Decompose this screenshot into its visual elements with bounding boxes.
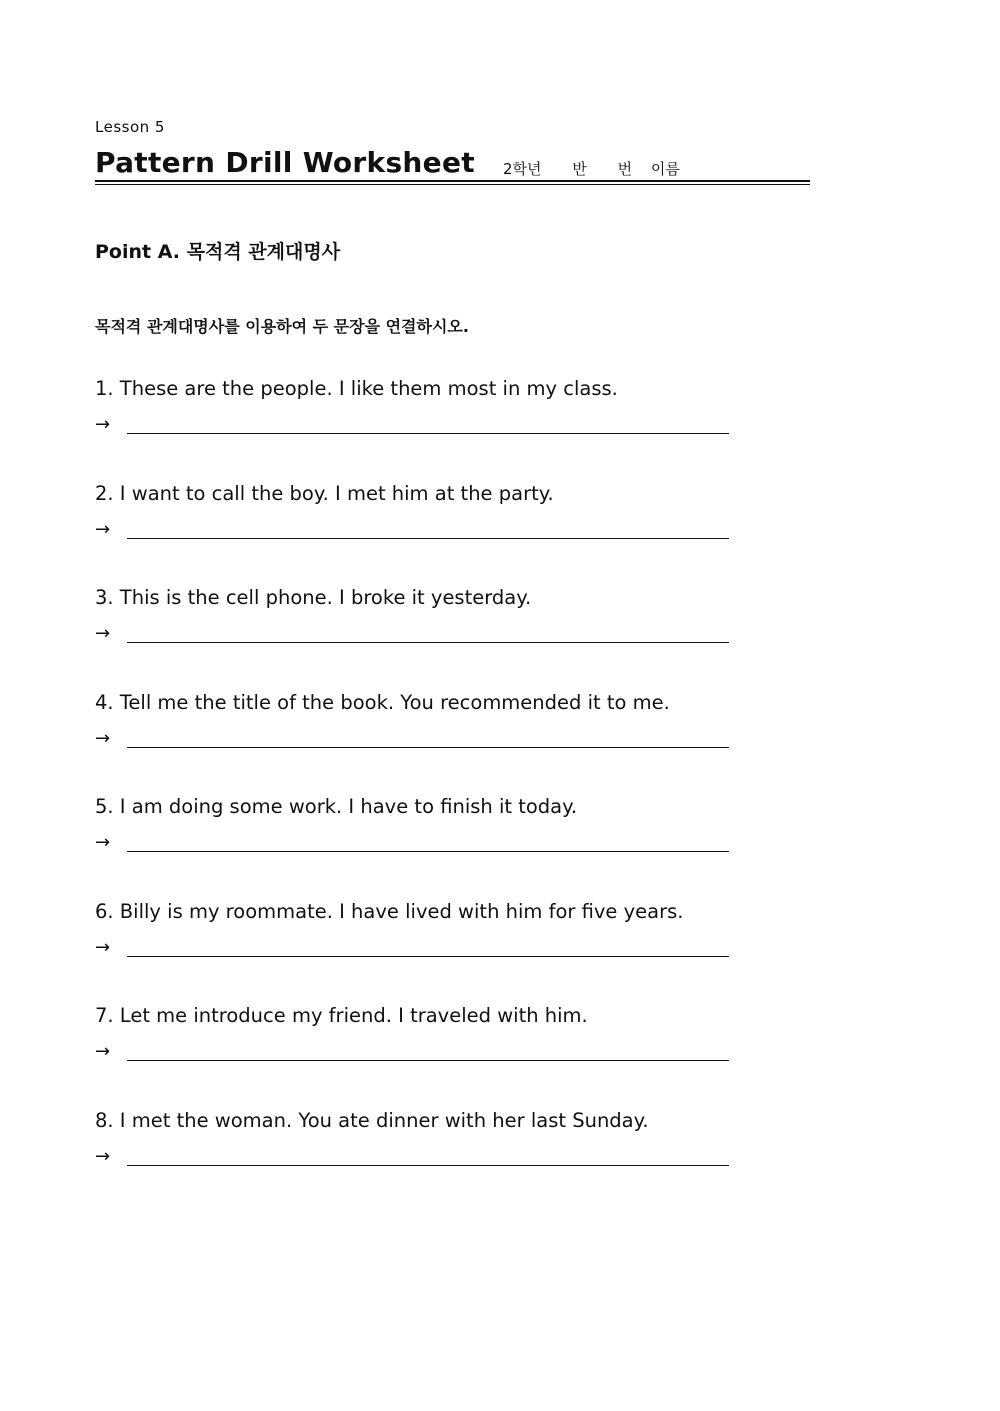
answer-row <box>95 623 745 649</box>
answer-line[interactable] <box>127 1165 729 1166</box>
answer-line[interactable] <box>127 433 729 434</box>
question-text: 5. I am doing some work. I have to finish it today. <box>95 795 578 818</box>
answer-row <box>95 1041 745 1067</box>
question-item <box>95 1003 745 1067</box>
arrow-icon: → <box>95 1146 111 1167</box>
question-item <box>95 1108 745 1172</box>
title-rule-thin <box>95 184 810 185</box>
question-item <box>95 899 745 963</box>
grade-label: 2학년 <box>503 160 542 178</box>
answer-row <box>95 519 745 545</box>
question-text: 1. These are the people. I like them most in my class. <box>95 377 618 400</box>
answer-line[interactable] <box>127 538 729 539</box>
question-item <box>95 794 745 858</box>
arrow-icon: → <box>95 623 111 644</box>
question-text: 4. Tell me the title of the book. You recommended it to me. <box>95 691 670 714</box>
answer-line[interactable] <box>127 851 729 852</box>
answer-row <box>95 728 745 754</box>
worksheet-title: Pattern Drill Worksheet <box>95 146 475 179</box>
answer-row <box>95 414 745 440</box>
question-text: 6. Billy is my roommate. I have lived with him for five years. <box>95 900 684 923</box>
question-text: 7. Let me introduce my friend. I traveled with him. <box>95 1004 588 1027</box>
question-item <box>95 376 745 440</box>
arrow-icon: → <box>95 728 111 749</box>
question-item <box>95 690 745 754</box>
arrow-icon: → <box>95 414 111 435</box>
arrow-icon: → <box>95 937 111 958</box>
number-label: 번 <box>617 160 633 178</box>
instruction-text: 목적격 관계대명사를 이용하여 두 문장을 연결하시오. <box>95 317 469 336</box>
question-text: 8. I met the woman. You ate dinner with her last Sunday. <box>95 1109 649 1132</box>
answer-row <box>95 937 745 963</box>
arrow-icon: → <box>95 832 111 853</box>
arrow-icon: → <box>95 519 111 540</box>
question-item <box>95 585 745 649</box>
question-text: 2. I want to call the boy. I met him at the party. <box>95 482 554 505</box>
title-row <box>95 146 810 180</box>
answer-line[interactable] <box>127 1060 729 1061</box>
answer-row <box>95 1146 745 1172</box>
answer-line[interactable] <box>127 747 729 748</box>
arrow-icon: → <box>95 1041 111 1062</box>
question-text: 3. This is the cell phone. I broke it yesterday. <box>95 586 532 609</box>
lesson-label: Lesson 5 <box>95 118 165 136</box>
answer-line[interactable] <box>127 956 729 957</box>
answer-row <box>95 832 745 858</box>
student-info <box>503 158 680 179</box>
class-label: 반 <box>572 160 587 178</box>
section-heading: Point A. 목적격 관계대명사 <box>95 241 341 263</box>
answer-line[interactable] <box>127 642 729 643</box>
title-rule-thick <box>95 180 810 182</box>
question-item <box>95 481 745 545</box>
name-label: 이름 <box>650 160 680 178</box>
